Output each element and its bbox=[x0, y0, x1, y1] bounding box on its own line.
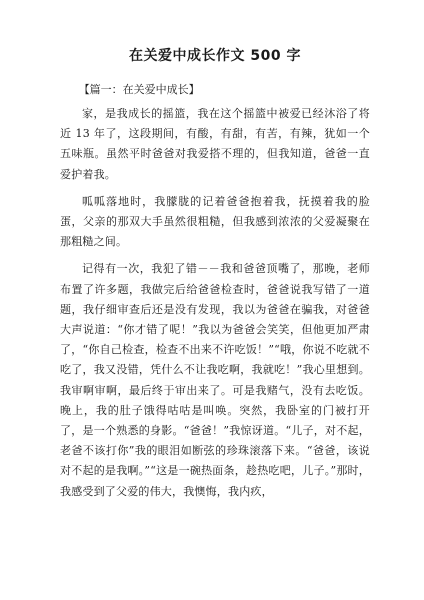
paragraph-2: 呱呱落地时，我朦胧的记着爸爸抱着我，抚摸着我的脸蛋，父亲的那双大手虽然很粗糙，但我感到浓浓的父爱凝聚在那粗糙之间。 bbox=[60, 194, 370, 249]
document-page bbox=[60, 46, 370, 509]
paragraph-3: 记得有一次，我犯了错－－我和爸爸顶嘴了，那晚，老师布置了许多题，我做完后给爸爸检查时，爸爸说我写错了一道题，我仔细审查后还是没有发现，我以为爸爸在骗我，对爸爸大声说道：“你才错了呢！”我以为爸爸会笑笑，但他更加严肃了，“你自己检查，检查不出来不许吃饭！”“哦，你说不吃就不吃了，我又没错，凭什么不让我吃啊，我就吃！”我心里想到。我审啊审啊，最后终于审出来了。可是我赌气，没有去吃饭。晚上，我的肚子饿得咕咕是叫唤。突然，我卧室的门被打开了，是一个熟悉的身影。“爸爸！”我惊讶道。“儿子，对不起，老爸不该打你”我的眼泪如断弦的珍珠滚落下来。“爸爸，该说对不起的是我啊。”“这是一碗热面条，趁热吃吧，儿子。”那时，我感受到了父爱的伟大，我懊悔，我内疚， bbox=[60, 262, 370, 498]
section-tag: 【篇一：在关爱中成长】 bbox=[78, 83, 200, 96]
paragraph-1: 家，是我成长的摇篮，我在这个摇篮中被爱已经沐浴了将近 13 年了，这段期间，有酸，有甜，有苦，有辣，犹如一个五味瓶。虽然平时爸爸对我爱搭不理的，但我知道，爸爸一直爱护着我。 bbox=[60, 107, 370, 181]
document-title: 在关爱中成长作文 500 字 bbox=[129, 48, 301, 64]
